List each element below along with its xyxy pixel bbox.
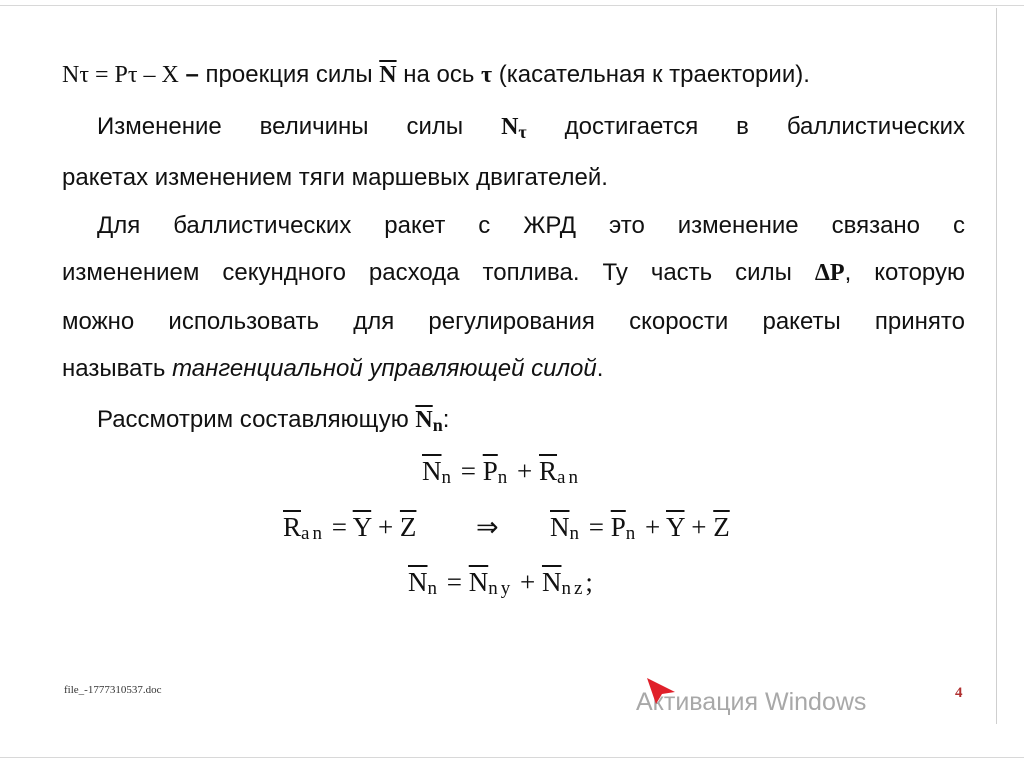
- text-projection: проекция силы: [205, 61, 373, 88]
- eq-n: $\overline{N}$: [408, 567, 428, 597]
- eq-equals: =: [440, 567, 469, 597]
- text-tangent: (касательная к траектории).: [498, 61, 810, 88]
- eq-equals: =: [454, 456, 483, 486]
- para2-line4: [62, 354, 603, 384]
- eq-plus: +: [684, 512, 714, 542]
- para2-line3: можно использовать для регулирования скорости ракеты принято: [62, 308, 965, 335]
- eq-r: $\overline{R}$: [283, 512, 302, 542]
- text-axis: на ось: [403, 61, 475, 88]
- eq-sub: n: [427, 578, 440, 599]
- implies-arrow: ⇒: [476, 512, 499, 542]
- word: в: [736, 113, 749, 140]
- symbol-n-tau: [501, 114, 527, 140]
- symbol-n: $\overline{N}$: [415, 407, 433, 433]
- eq-plus: +: [513, 567, 542, 597]
- para1-line1: [97, 112, 965, 143]
- eq-r: $\overline{R}$: [539, 456, 558, 486]
- word: величины: [259, 113, 369, 140]
- eq-sub: n: [569, 523, 582, 544]
- symbol-n-sub: n: [432, 415, 443, 435]
- eq-sub: an: [301, 523, 325, 544]
- page-top-edge: [0, 5, 1024, 6]
- eq-y: $\overline{Y}$: [352, 512, 372, 542]
- eq-y: $\overline{Y}$: [666, 512, 685, 542]
- eq-plus: +: [371, 512, 400, 542]
- eq-equals: =: [582, 512, 611, 542]
- para2-line2: [62, 258, 965, 288]
- symbol-tau-sub: τ: [518, 122, 527, 142]
- eq-sub: n: [441, 467, 454, 488]
- eq-p: $\overline{P}$: [482, 456, 498, 486]
- word: силы: [406, 113, 464, 140]
- colon: :: [442, 406, 450, 433]
- para2-line1: Для баллистических ракет с ЖРД это изменение связано с: [97, 212, 965, 239]
- eq-z: $\overline{Z}$: [713, 512, 730, 542]
- eq-sub: n: [497, 467, 511, 488]
- eq-plus: +: [638, 512, 666, 542]
- vector-n-n: [415, 407, 442, 433]
- eq-z: $\overline{Z}$: [399, 512, 417, 542]
- eq-n: $\overline{N}$: [541, 567, 562, 597]
- formula-n-tau: Nτ = Pτ – X: [62, 62, 179, 88]
- word: достигается: [564, 113, 699, 140]
- italic-term: тангенциальной управляющей силой: [172, 355, 597, 382]
- vector-n: $\overline{N}$: [379, 62, 397, 88]
- page-bottom-edge: [0, 757, 1024, 758]
- text: , которую: [844, 259, 965, 286]
- eq-sub: n: [625, 523, 639, 544]
- equation-3: [550, 512, 730, 543]
- symbol-tau: τ: [481, 62, 493, 88]
- windows-activation-watermark: Активация Windows: [636, 688, 867, 716]
- equation-1: [422, 456, 581, 487]
- footer-filename: file_-1777310537.doc: [64, 684, 162, 696]
- eq-n: $\overline{N}$: [468, 567, 489, 597]
- eq-n: $\overline{N}$: [422, 456, 442, 486]
- eq-sub: ny: [488, 578, 514, 599]
- dash: –: [185, 61, 199, 88]
- eq-sub: an: [557, 467, 581, 488]
- eq-n: $\overline{N}$: [550, 512, 570, 542]
- word: Изменение: [97, 113, 222, 140]
- text: .: [596, 355, 604, 382]
- text: называть: [62, 355, 166, 382]
- eq-equals: =: [324, 512, 353, 542]
- text: изменением секундного расхода топлива. Ту часть силы: [62, 259, 792, 286]
- equation-4: [408, 567, 593, 598]
- pointer-cursor-icon: [645, 676, 677, 706]
- eq-plus: +: [510, 456, 539, 486]
- eq-semicolon: ;: [585, 567, 593, 597]
- para3-line: [97, 405, 449, 436]
- para1-line2: ракетах изменением тяги маршевых двигателей.: [62, 164, 608, 191]
- eq-p: $\overline{P}$: [610, 512, 626, 542]
- symbol-n: N: [501, 114, 519, 140]
- page-number: 4: [955, 685, 963, 701]
- word: баллистических: [786, 113, 965, 140]
- eq-sub: nz: [561, 578, 586, 599]
- definition-line: [62, 60, 810, 90]
- text: Рассмотрим составляющую: [97, 406, 409, 433]
- symbol-delta-p: ΔP: [814, 260, 845, 286]
- page-right-edge: [996, 8, 997, 724]
- equation-2: [283, 512, 416, 543]
